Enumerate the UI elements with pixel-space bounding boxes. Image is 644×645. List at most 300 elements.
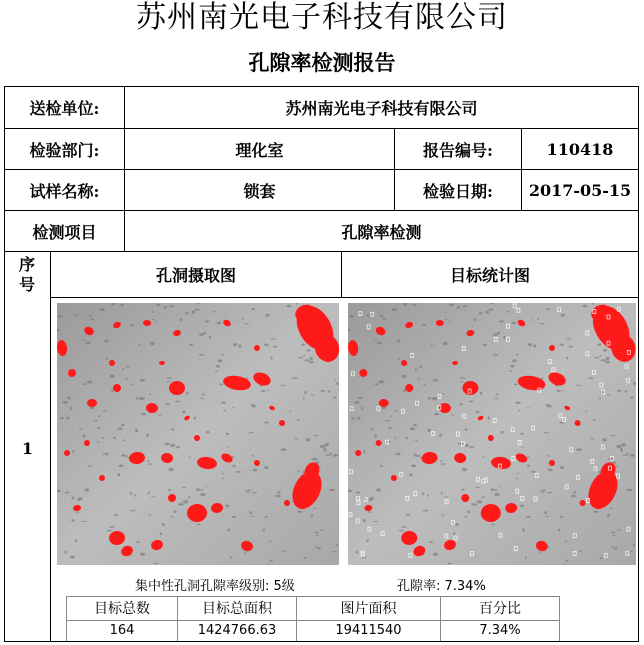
surface-speck bbox=[106, 530, 112, 532]
surface-speck bbox=[280, 448, 286, 451]
surface-speck bbox=[540, 323, 545, 324]
surface-speck bbox=[560, 516, 563, 518]
surface-speck bbox=[309, 361, 314, 364]
surface-speck bbox=[314, 532, 319, 534]
surface-speck bbox=[201, 394, 205, 396]
surface-speck bbox=[295, 438, 299, 439]
porosity-level-text: 集中性孔洞孔隙率级别: 5级 bbox=[135, 579, 295, 594]
surface-speck bbox=[197, 524, 200, 526]
surface-speck bbox=[485, 311, 488, 312]
surface-speck bbox=[238, 344, 241, 347]
surface-speck bbox=[156, 304, 160, 307]
surface-speck bbox=[541, 490, 546, 491]
surface-speck bbox=[521, 433, 524, 435]
surface-speck bbox=[325, 443, 329, 446]
sample-value: 锁套 bbox=[243, 181, 276, 201]
surface-speck bbox=[569, 346, 574, 348]
surface-speck bbox=[333, 396, 337, 398]
surface-speck bbox=[494, 398, 498, 399]
surface-speck bbox=[458, 443, 464, 445]
surface-speck bbox=[500, 431, 503, 434]
surface-speck bbox=[316, 535, 319, 536]
surface-speck bbox=[528, 343, 532, 346]
surface-speck bbox=[303, 397, 305, 399]
surface-speck bbox=[601, 359, 606, 361]
surface-speck bbox=[222, 354, 225, 356]
surface-speck bbox=[333, 454, 338, 457]
surface-speck bbox=[565, 540, 567, 542]
surface-speck bbox=[89, 315, 92, 318]
surface-speck bbox=[598, 343, 602, 346]
surface-speck bbox=[488, 417, 490, 420]
surface-speck bbox=[544, 511, 547, 514]
surface-speck bbox=[406, 514, 410, 516]
surface-speck bbox=[123, 368, 125, 371]
surface-speck bbox=[314, 435, 319, 436]
surface-speck bbox=[58, 315, 63, 317]
surface-speck bbox=[292, 377, 298, 379]
sample-seq: 1 bbox=[21, 438, 34, 458]
surface-speck bbox=[301, 343, 305, 346]
sample-label: 试样名称: bbox=[29, 181, 100, 201]
surface-speck bbox=[176, 446, 180, 448]
surface-speck bbox=[361, 407, 363, 410]
surface-speck bbox=[389, 441, 391, 443]
surface-speck bbox=[607, 514, 610, 517]
surface-speck bbox=[72, 497, 74, 500]
surface-speck bbox=[449, 321, 451, 323]
surface-speck bbox=[441, 463, 446, 465]
stats-table-mid bbox=[66, 620, 560, 621]
surface-speck bbox=[251, 516, 254, 517]
surface-speck bbox=[249, 432, 254, 434]
surface-speck bbox=[526, 516, 531, 518]
surface-speck bbox=[127, 366, 130, 368]
stats-value-percent: 7.34% bbox=[479, 623, 521, 638]
surface-speck bbox=[546, 516, 549, 517]
surface-speck bbox=[455, 523, 458, 526]
surface-speck bbox=[415, 368, 417, 371]
surface-speck bbox=[169, 305, 173, 307]
surface-speck bbox=[246, 490, 251, 491]
surface-speck bbox=[477, 500, 483, 503]
surface-speck bbox=[196, 488, 200, 491]
surface-speck bbox=[204, 320, 209, 322]
surface-speck bbox=[469, 446, 473, 448]
surface-speck bbox=[428, 397, 431, 400]
surface-speck bbox=[427, 494, 429, 496]
surface-speck bbox=[194, 309, 200, 311]
surface-speck bbox=[206, 431, 209, 434]
company-title: 苏州南光电子科技有限公司 bbox=[136, 0, 508, 35]
surface-speck bbox=[84, 488, 89, 491]
surface-speck bbox=[492, 524, 495, 526]
surface-speck bbox=[461, 489, 464, 491]
surface-speck bbox=[273, 346, 278, 348]
surface-speck bbox=[514, 384, 518, 386]
surface-speck bbox=[576, 385, 581, 386]
surface-speck bbox=[374, 340, 378, 341]
surface-speck bbox=[541, 377, 543, 379]
surface-speck bbox=[431, 344, 433, 346]
report-no-label: 报告编号: bbox=[423, 140, 493, 160]
surface-speck bbox=[217, 322, 222, 324]
surface-speck bbox=[422, 492, 424, 495]
surface-speck bbox=[509, 371, 513, 372]
surface-speck bbox=[381, 315, 384, 318]
surface-speck bbox=[585, 410, 587, 411]
surface-speck bbox=[63, 401, 69, 404]
surface-speck bbox=[148, 514, 151, 515]
surface-speck bbox=[527, 456, 530, 458]
date-label: 检验日期: bbox=[423, 181, 493, 201]
surface-speck bbox=[139, 397, 145, 400]
surface-speck bbox=[60, 417, 64, 419]
surface-speck bbox=[166, 403, 170, 405]
surface-speck bbox=[462, 468, 468, 471]
target-stats-image bbox=[348, 303, 636, 565]
surface-speck bbox=[79, 428, 82, 430]
surface-speck bbox=[297, 511, 303, 513]
surface-speck bbox=[369, 498, 372, 501]
surface-speck bbox=[516, 478, 518, 480]
surface-speck bbox=[194, 417, 196, 420]
surface-speck bbox=[409, 473, 412, 476]
surface-speck bbox=[275, 495, 281, 498]
surface-speck bbox=[303, 557, 306, 559]
surface-speck bbox=[591, 438, 595, 439]
surface-speck bbox=[226, 505, 230, 508]
surface-speck bbox=[150, 342, 155, 345]
stats-value-area: 1424766.63 bbox=[197, 623, 277, 638]
surface-speck bbox=[465, 428, 468, 430]
surface-speck bbox=[267, 390, 269, 391]
surface-speck bbox=[358, 397, 362, 400]
surface-speck bbox=[414, 424, 417, 427]
surface-speck bbox=[399, 530, 405, 532]
surface-speck bbox=[303, 355, 305, 357]
surface-speck bbox=[328, 390, 330, 392]
surface-speck bbox=[616, 529, 621, 530]
item-value: 孔隙率检测 bbox=[341, 222, 422, 242]
surface-speck bbox=[471, 503, 477, 506]
surface-speck bbox=[612, 535, 615, 536]
surface-speck bbox=[441, 514, 444, 515]
surface-speck bbox=[429, 541, 433, 543]
surface-speck bbox=[432, 397, 438, 400]
surface-speck bbox=[617, 390, 621, 392]
surface-speck bbox=[631, 380, 633, 381]
surface-speck bbox=[148, 463, 153, 465]
surface-speck bbox=[401, 526, 407, 528]
surface-speck bbox=[423, 384, 426, 385]
surface-speck bbox=[310, 394, 313, 395]
surface-speck bbox=[264, 466, 268, 469]
surface-speck bbox=[616, 445, 621, 448]
surface-speck bbox=[490, 488, 494, 491]
surface-speck bbox=[522, 447, 524, 448]
surface-speck bbox=[515, 402, 520, 404]
surface-speck bbox=[271, 357, 273, 360]
surface-speck bbox=[473, 318, 476, 321]
surface-speck bbox=[533, 344, 536, 347]
stats-value-image-area: 19411540 bbox=[335, 623, 402, 638]
surface-speck bbox=[540, 491, 546, 492]
surface-speck bbox=[630, 454, 635, 457]
surface-speck bbox=[547, 455, 550, 456]
surface-speck bbox=[611, 532, 616, 534]
surface-speck bbox=[606, 357, 610, 360]
date-value: 2017-05-15 bbox=[528, 180, 632, 200]
surface-speck bbox=[158, 415, 161, 416]
surface-speck bbox=[561, 314, 565, 317]
item-label: 检测项目 bbox=[32, 222, 97, 242]
surface-speck bbox=[70, 556, 75, 559]
surface-speck bbox=[270, 339, 276, 340]
surface-speck bbox=[599, 397, 601, 399]
surface-speck bbox=[503, 336, 505, 339]
stats-header-count: 目标总数 bbox=[94, 601, 150, 617]
surface-speck bbox=[209, 336, 211, 339]
surface-speck bbox=[546, 404, 550, 405]
surface-speck bbox=[245, 323, 250, 324]
surface-speck bbox=[88, 465, 92, 467]
dept-label: 检验部门: bbox=[29, 140, 100, 160]
stats-header-area: 目标总面积 bbox=[202, 601, 272, 617]
surface-speck bbox=[242, 318, 244, 320]
surface-speck bbox=[600, 557, 603, 559]
surface-speck bbox=[441, 492, 443, 494]
surface-speck bbox=[389, 427, 392, 429]
surface-speck bbox=[87, 381, 93, 384]
surface-speck bbox=[320, 445, 325, 448]
surface-speck bbox=[363, 450, 365, 453]
surface-speck bbox=[375, 383, 379, 385]
surface-speck bbox=[482, 496, 485, 498]
report-title: 孔隙率检测报告 bbox=[248, 50, 396, 75]
surface-speck bbox=[444, 496, 449, 497]
surface-speck bbox=[261, 390, 266, 392]
surface-speck bbox=[482, 456, 484, 457]
surface-speck bbox=[251, 308, 254, 310]
surface-speck bbox=[573, 491, 576, 494]
surface-speck bbox=[216, 365, 220, 368]
surface-speck bbox=[402, 375, 406, 378]
surface-speck bbox=[630, 396, 634, 398]
surface-speck bbox=[102, 410, 107, 411]
surface-speck bbox=[164, 306, 167, 309]
surface-speck bbox=[457, 306, 460, 309]
surface-speck bbox=[109, 526, 115, 528]
surface-speck bbox=[154, 563, 158, 565]
surface-speck bbox=[233, 343, 237, 346]
surface-speck bbox=[511, 322, 516, 324]
surface-speck bbox=[334, 380, 336, 381]
surface-speck bbox=[565, 560, 568, 562]
surface-speck bbox=[603, 349, 607, 352]
surface-speck bbox=[67, 397, 71, 400]
surface-speck bbox=[467, 510, 470, 513]
surface-speck bbox=[357, 417, 360, 420]
surface-speck bbox=[199, 333, 204, 336]
surface-speck bbox=[633, 544, 635, 547]
surface-speck bbox=[374, 434, 377, 437]
surface-speck bbox=[251, 404, 255, 405]
surface-speck bbox=[312, 458, 318, 461]
surface-speck bbox=[182, 487, 186, 488]
surface-speck bbox=[304, 359, 309, 361]
surface-speck bbox=[121, 454, 124, 457]
surface-speck bbox=[140, 379, 145, 382]
surface-speck bbox=[227, 447, 229, 448]
surface-speck bbox=[85, 342, 90, 344]
surface-speck bbox=[376, 488, 381, 491]
surface-speck bbox=[385, 420, 390, 421]
surface-speck bbox=[510, 365, 514, 368]
surface-speck bbox=[185, 312, 188, 315]
surface-speck bbox=[460, 377, 466, 378]
surface-speck bbox=[329, 489, 335, 491]
surface-speck bbox=[610, 508, 613, 509]
seq-header: 序号 bbox=[18, 254, 35, 294]
surface-speck bbox=[170, 444, 175, 447]
surface-speck bbox=[102, 437, 104, 439]
surface-speck bbox=[331, 551, 337, 552]
surface-speck bbox=[443, 342, 448, 345]
surface-speck bbox=[499, 320, 504, 322]
surface-speck bbox=[130, 324, 134, 326]
pore-capture-image bbox=[57, 303, 339, 565]
surface-speck bbox=[117, 427, 122, 430]
surface-speck bbox=[444, 319, 447, 320]
surface-speck bbox=[221, 402, 226, 404]
surface-speck bbox=[205, 486, 207, 487]
surface-speck bbox=[621, 443, 625, 446]
surface-speck bbox=[394, 410, 399, 411]
surface-speck bbox=[602, 438, 606, 441]
surface-speck bbox=[91, 318, 94, 320]
surface-speck bbox=[403, 389, 405, 392]
surface-speck bbox=[66, 417, 69, 420]
surface-speck bbox=[138, 344, 140, 346]
surface-speck bbox=[397, 358, 400, 360]
surface-speck bbox=[413, 304, 416, 306]
surface-speck bbox=[527, 465, 530, 467]
surface-speck bbox=[488, 309, 494, 311]
surface-speck bbox=[578, 550, 582, 551]
surface-speck bbox=[363, 519, 366, 522]
surface-speck bbox=[231, 516, 236, 518]
surface-speck bbox=[547, 492, 552, 493]
surface-speck bbox=[411, 465, 416, 468]
surface-speck bbox=[410, 427, 415, 430]
surface-speck bbox=[558, 529, 561, 532]
surface-speck bbox=[134, 509, 136, 511]
surface-speck bbox=[330, 452, 332, 454]
surface-speck bbox=[219, 384, 223, 386]
surface-speck bbox=[265, 516, 268, 518]
surface-speck bbox=[223, 473, 225, 475]
stats-header-percent: 百分比 bbox=[479, 601, 521, 617]
surface-speck bbox=[495, 394, 499, 396]
surface-speck bbox=[168, 468, 174, 471]
surface-speck bbox=[593, 419, 596, 421]
surface-speck bbox=[306, 438, 310, 441]
surface-speck bbox=[148, 492, 150, 494]
surface-speck bbox=[146, 434, 149, 437]
surface-speck bbox=[120, 304, 123, 306]
surface-speck bbox=[494, 493, 500, 496]
surface-speck bbox=[134, 494, 136, 496]
surface-speck bbox=[215, 371, 219, 372]
surface-speck bbox=[121, 424, 124, 427]
surface-speck bbox=[548, 469, 553, 472]
surface-speck bbox=[627, 452, 629, 454]
surface-speck bbox=[544, 432, 549, 434]
pore-capture-graphic bbox=[57, 303, 339, 565]
surface-speck bbox=[135, 429, 138, 432]
surface-speck bbox=[104, 340, 108, 343]
surface-speck bbox=[620, 448, 622, 451]
surface-speck bbox=[98, 416, 101, 418]
stats-header-image-area: 图片面积 bbox=[340, 601, 397, 617]
surface-speck bbox=[151, 311, 154, 312]
surface-speck bbox=[263, 529, 266, 532]
surface-speck bbox=[171, 428, 174, 430]
surface-speck bbox=[264, 422, 269, 424]
surface-speck bbox=[232, 465, 235, 467]
surface-speck bbox=[560, 466, 564, 469]
surface-speck bbox=[356, 492, 361, 494]
surface-speck bbox=[418, 378, 421, 379]
surface-speck bbox=[156, 321, 158, 323]
target-stats-graphic bbox=[348, 303, 636, 565]
surface-speck bbox=[556, 390, 561, 392]
surface-speck bbox=[70, 407, 72, 410]
surface-speck bbox=[244, 551, 246, 554]
surface-speck bbox=[309, 357, 313, 360]
surface-speck bbox=[368, 511, 371, 513]
surface-speck bbox=[459, 403, 463, 405]
surface-speck bbox=[228, 528, 230, 531]
surface-speck bbox=[414, 454, 417, 457]
surface-speck bbox=[394, 453, 399, 455]
surface-speck bbox=[76, 511, 79, 513]
surface-speck bbox=[200, 398, 204, 399]
surface-speck bbox=[566, 357, 568, 360]
dept-value: 理化室 bbox=[235, 140, 284, 160]
surface-speck bbox=[626, 489, 632, 491]
surface-speck bbox=[479, 312, 482, 315]
surface-speck bbox=[278, 491, 281, 494]
surface-speck bbox=[313, 508, 316, 509]
table-line-row5 bbox=[50, 297, 639, 298]
surface-speck bbox=[390, 416, 393, 418]
surface-speck bbox=[576, 448, 582, 451]
table-line-seq-col bbox=[50, 251, 51, 642]
surface-speck bbox=[397, 340, 401, 343]
surface-speck bbox=[559, 344, 564, 346]
surface-speck bbox=[162, 523, 165, 526]
surface-speck bbox=[614, 547, 617, 550]
surface-speck bbox=[265, 314, 269, 317]
surface-speck bbox=[189, 456, 191, 457]
surface-speck bbox=[186, 392, 188, 395]
surface-speck bbox=[199, 354, 205, 356]
surface-speck bbox=[497, 332, 500, 334]
surface-speck bbox=[320, 529, 325, 530]
surface-speck bbox=[178, 503, 184, 506]
